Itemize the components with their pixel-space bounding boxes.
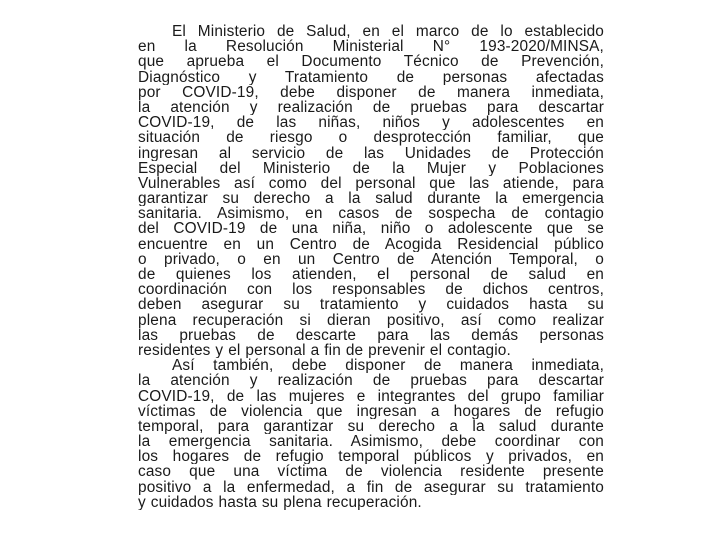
- text-line: encuentre en un Centro de Acogida Residencial público: [138, 236, 604, 252]
- text-line: que aprueba el Documento Técnico de Prevención,: [138, 54, 604, 70]
- text-line: la atención y realización de pruebas para descartar: [138, 99, 604, 116]
- text-line: El Ministerio de Salud, en el marco de lo establecido: [172, 24, 604, 40]
- text-line: por COVID-19, debe disponer de manera inmediata,: [138, 84, 604, 100]
- text-line: o privado, o en un Centro de Atención Temporal, o: [138, 251, 604, 267]
- text-line: caso que una víctima de violencia residente presente: [138, 464, 604, 480]
- text-line: sanitaria. Asimismo, en casos de sospecha de contagio: [138, 206, 604, 222]
- text-line: COVID-19, de las niñas, niños y adolescentes en: [138, 115, 604, 131]
- text-line: coordinación con los responsables de dichos centros,: [138, 282, 604, 298]
- text-line: víctimas de violencia que ingresan a hogares de refugio: [138, 403, 604, 419]
- text-line: y cuidados hasta su plena recuperación.: [138, 494, 422, 510]
- text-line: garantizar su derecho a la salud durante la emergencia: [138, 191, 604, 207]
- text-line: de quienes los atienden, el personal de salud en: [138, 267, 604, 283]
- text-line: positivo a la enfermedad, a fin de asegurar su tratamiento: [138, 479, 604, 495]
- document-body: [138, 24, 604, 510]
- text-line: situación de riesgo o desprotección familiar, que: [138, 130, 604, 146]
- text-line: plena recuperación si dieran positivo, así como realizar: [138, 312, 604, 328]
- paragraph-minsa-children: [138, 24, 604, 358]
- text-line: la atención y realización de pruebas para descartar: [138, 373, 604, 389]
- text-line: las pruebas de descarte para las demás personas: [138, 327, 604, 343]
- text-line: deben asegurar su tratamiento y cuidados hasta su: [138, 297, 604, 313]
- text-line: los hogares de refugio temporal públicos y privados, en: [138, 449, 604, 465]
- text-line: COVID-19, de las mujeres e integrantes del grupo familiar: [138, 388, 604, 404]
- text-line: Especial del Ministerio de la Mujer y Poblaciones: [138, 160, 604, 176]
- text-line: del COVID-19 de una niña, niño o adolescente que se: [138, 221, 604, 237]
- text-line: Diagnóstico y Tratamiento de personas afectadas: [138, 69, 604, 85]
- paragraph-women-victims: [138, 358, 604, 510]
- text-line: ingresan al servicio de las Unidades de Protección: [138, 145, 604, 161]
- text-line: Así también, debe disponer de manera inmediata,: [172, 358, 604, 374]
- text-line: en la Resolución Ministerial N° 193-2020/MINSA,: [138, 39, 604, 55]
- text-line: la emergencia sanitaria. Asimismo, debe coordinar con: [138, 434, 604, 450]
- text-line: temporal, para garantizar su derecho a la salud durante: [138, 418, 604, 435]
- text-line: residentes y el personal a fin de prevenir el contagio.: [138, 342, 511, 359]
- text-line: Vulnerables así como del personal que las atiende, para: [138, 175, 604, 192]
